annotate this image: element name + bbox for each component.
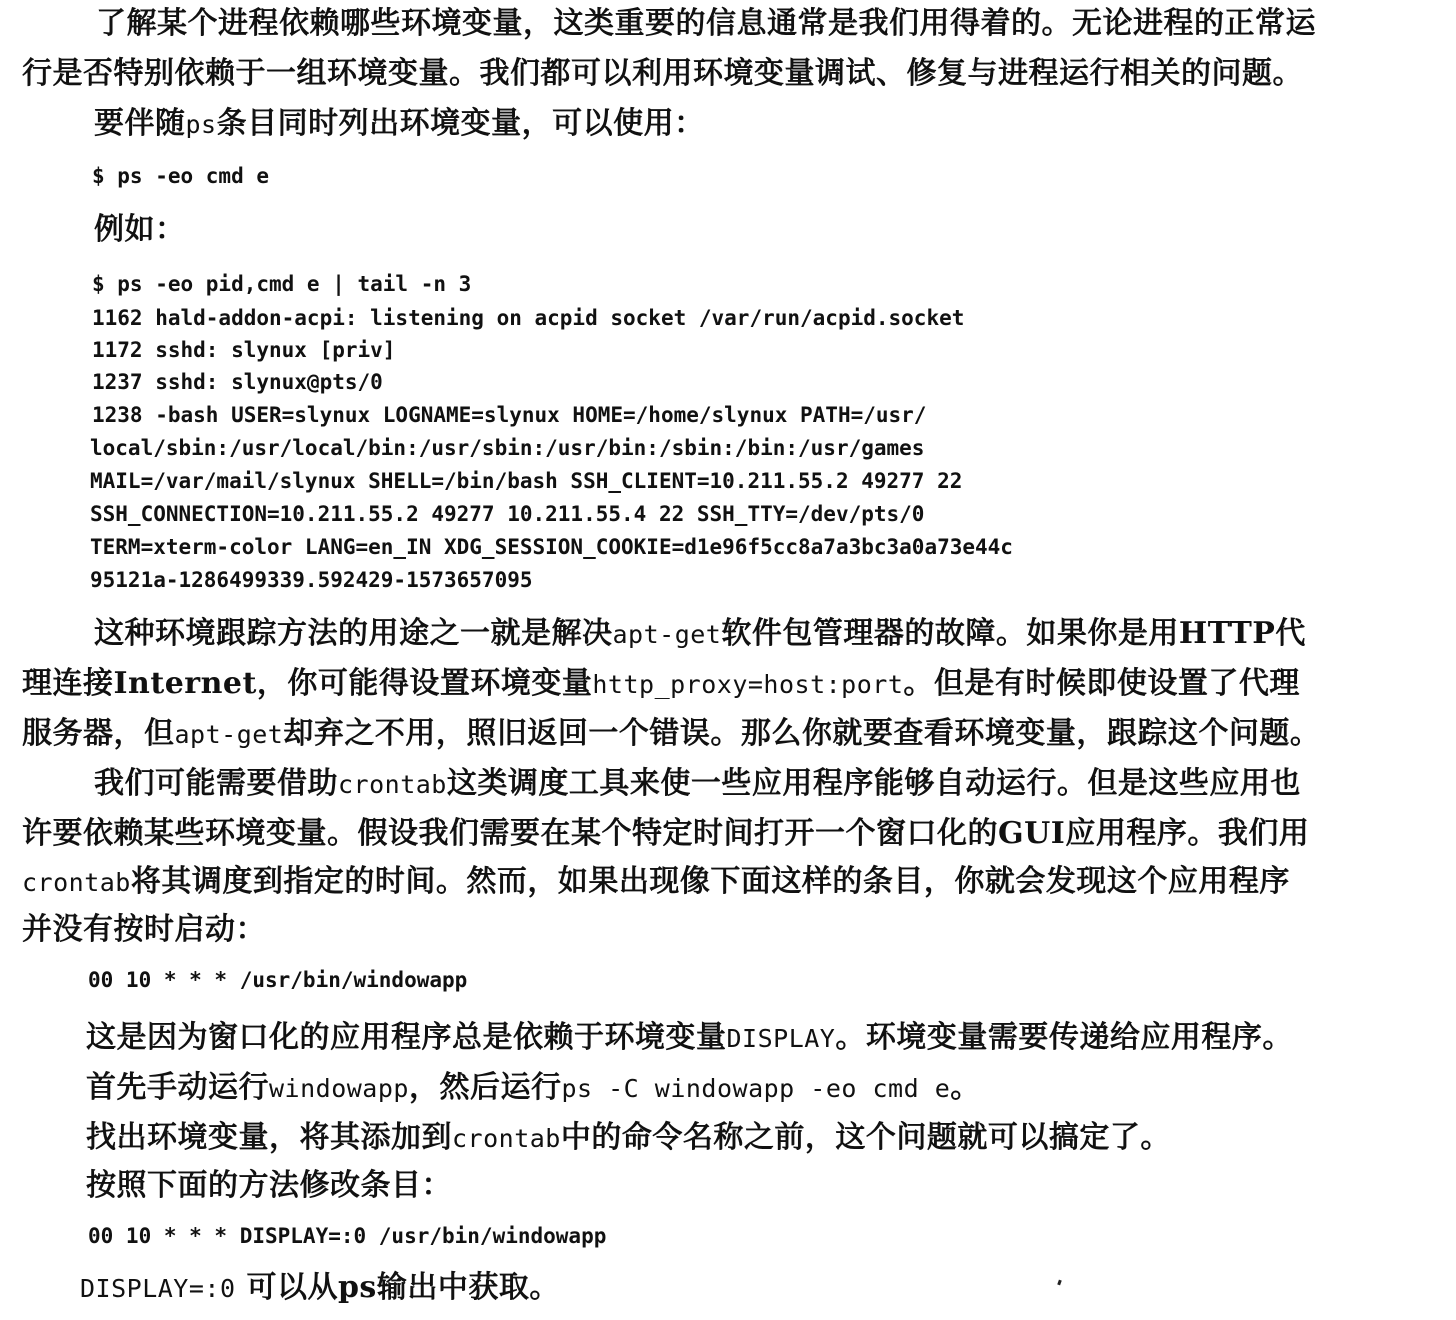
- inline-code-ps: ps: [185, 110, 217, 139]
- cron-entry-original: 00 10 * * * /usr/bin/windowapp: [88, 968, 468, 992]
- para3-line-1-text: 我们可能需要借助: [94, 766, 338, 801]
- para3-line-3-rest: 将其调度到指定的时间。然而，如果出现像下面这样的条目，你就会发现这个应用程序: [130, 864, 1290, 899]
- para4-line-2-text: 首先手动运行: [86, 1070, 269, 1105]
- inline-code-apt-get: apt-get: [612, 620, 722, 649]
- output-line: 1237 sshd: slynux@pts/0: [92, 370, 383, 394]
- output-line: 1238 -bash USER=slynux LOGNAME=slynux HOME=/home/slynux PATH=/usr/: [92, 403, 927, 427]
- para4-line-3-rest: 中的命令名称之前，这个问题就可以搞定了。: [560, 1120, 1171, 1155]
- intro-line-3: [94, 104, 705, 145]
- para4-line-2-mid: ，然后运行: [408, 1070, 562, 1105]
- para3-line-2: 许要依赖某些环境变量。假设我们需要在某个特定时间打开一个窗口化的GUI应用程序。我们用: [22, 816, 1310, 851]
- para4-line-3-text: 找出环境变量，将其添加到: [86, 1120, 452, 1155]
- para4-line-3: [86, 1118, 1171, 1159]
- intro-line-2: 行是否特别依赖于一组环境变量。我们都可以利用环境变量调试、修复与进程运行相关的问题。: [22, 56, 1303, 91]
- para2-line-2-rest: 。但是有时候即使设置了代理: [903, 666, 1300, 701]
- para2-line-1-rest: 软件包管理器的故障。如果你是用HTTP代: [721, 616, 1306, 651]
- para2-line-2: [22, 664, 1300, 705]
- inline-code-display: DISPLAY: [726, 1024, 836, 1053]
- final-line-text: 可以从ps输出中获取。: [235, 1270, 560, 1305]
- para2-line-3: [22, 714, 1320, 755]
- para3-line-3: [22, 862, 1290, 903]
- inline-code-crontab: crontab: [452, 1124, 561, 1153]
- output-line: $ ps -eo pid,cmd e | tail -n 3: [92, 272, 472, 296]
- output-line: 95121a-1286499339.592429-1573657095: [90, 568, 533, 592]
- final-line: [80, 1268, 560, 1309]
- para2-line-1-text: 这种环境跟踪方法的用途之一就是解决: [94, 616, 613, 651]
- para3-line-1: [94, 764, 1301, 805]
- cron-entry-modified: 00 10 * * * DISPLAY=:0 /usr/bin/windowapp: [88, 1224, 607, 1248]
- intro-line-3-rest: 条目同时列出环境变量，可以使用：: [216, 106, 705, 141]
- intro-line-1: 了解某个进程依赖哪些环境变量，这类重要的信息通常是我们用得着的。无论进程的正常运: [96, 6, 1316, 41]
- para4-line-2: [86, 1068, 981, 1109]
- output-line: TERM=xterm-color LANG=en_IN XDG_SESSION_COOKIE=d1e96f5cc8a7a3bc3a0a73e44c: [90, 535, 1013, 559]
- para4-line-1: [86, 1018, 1293, 1059]
- inline-code-windowapp: windowapp: [269, 1074, 409, 1103]
- inline-code-ps-c-windowapp: ps -C windowapp -eo cmd e: [561, 1074, 951, 1103]
- output-line: 1172 sshd: slynux [priv]: [92, 338, 396, 362]
- para2-line-3-text: 服务器，但: [22, 716, 175, 751]
- para4-line-1-text: 这是因为窗口化的应用程序总是依赖于环境变量: [86, 1020, 727, 1055]
- stray-ink-mark: [1057, 1280, 1062, 1286]
- para2-line-3-rest: 却弃之不用，照旧返回一个错误。那么你就要查看环境变量，跟踪这个问题。: [283, 716, 1321, 751]
- command-ps-eo-cmd-e: $ ps -eo cmd e: [92, 164, 270, 188]
- inline-code-display-value: DISPLAY=:0: [80, 1274, 236, 1303]
- inline-code-http-proxy: http_proxy=host:port: [592, 670, 904, 699]
- output-line: 1162 hald-addon-acpi: listening on acpid socket /var/run/acpid.socket: [92, 306, 965, 330]
- para4-line-1-rest: 。环境变量需要传递给应用程序。: [835, 1020, 1293, 1055]
- output-line: MAIL=/var/mail/slynux SHELL=/bin/bash SSH_CLIENT=10.211.55.2 49277 22: [90, 469, 963, 493]
- para4-line-2-end: 。: [950, 1070, 981, 1105]
- para2-line-2-text: 理连接Internet，你可能得设置环境变量: [22, 666, 593, 701]
- inline-code-apt-get: apt-get: [174, 720, 284, 749]
- para3-line-1-rest: 这类调度工具来使一些应用程序能够自动运行。但是这些应用也: [446, 766, 1301, 801]
- output-line: local/sbin:/usr/local/bin:/usr/sbin:/usr/bin:/sbin:/bin:/usr/games: [90, 436, 925, 460]
- example-label: 例如：: [94, 212, 186, 247]
- inline-code-crontab: crontab: [22, 868, 131, 897]
- output-line: SSH_CONNECTION=10.211.55.2 49277 10.211.55.4 22 SSH_TTY=/dev/pts/0: [90, 502, 925, 526]
- intro-line-3-text: 要伴随: [94, 106, 186, 141]
- para3-line-4: 并没有按时启动：: [22, 912, 266, 947]
- inline-code-crontab: crontab: [338, 770, 447, 799]
- para2-line-1: [94, 614, 1306, 655]
- para4-line-4: 按照下面的方法修改条目：: [86, 1168, 452, 1203]
